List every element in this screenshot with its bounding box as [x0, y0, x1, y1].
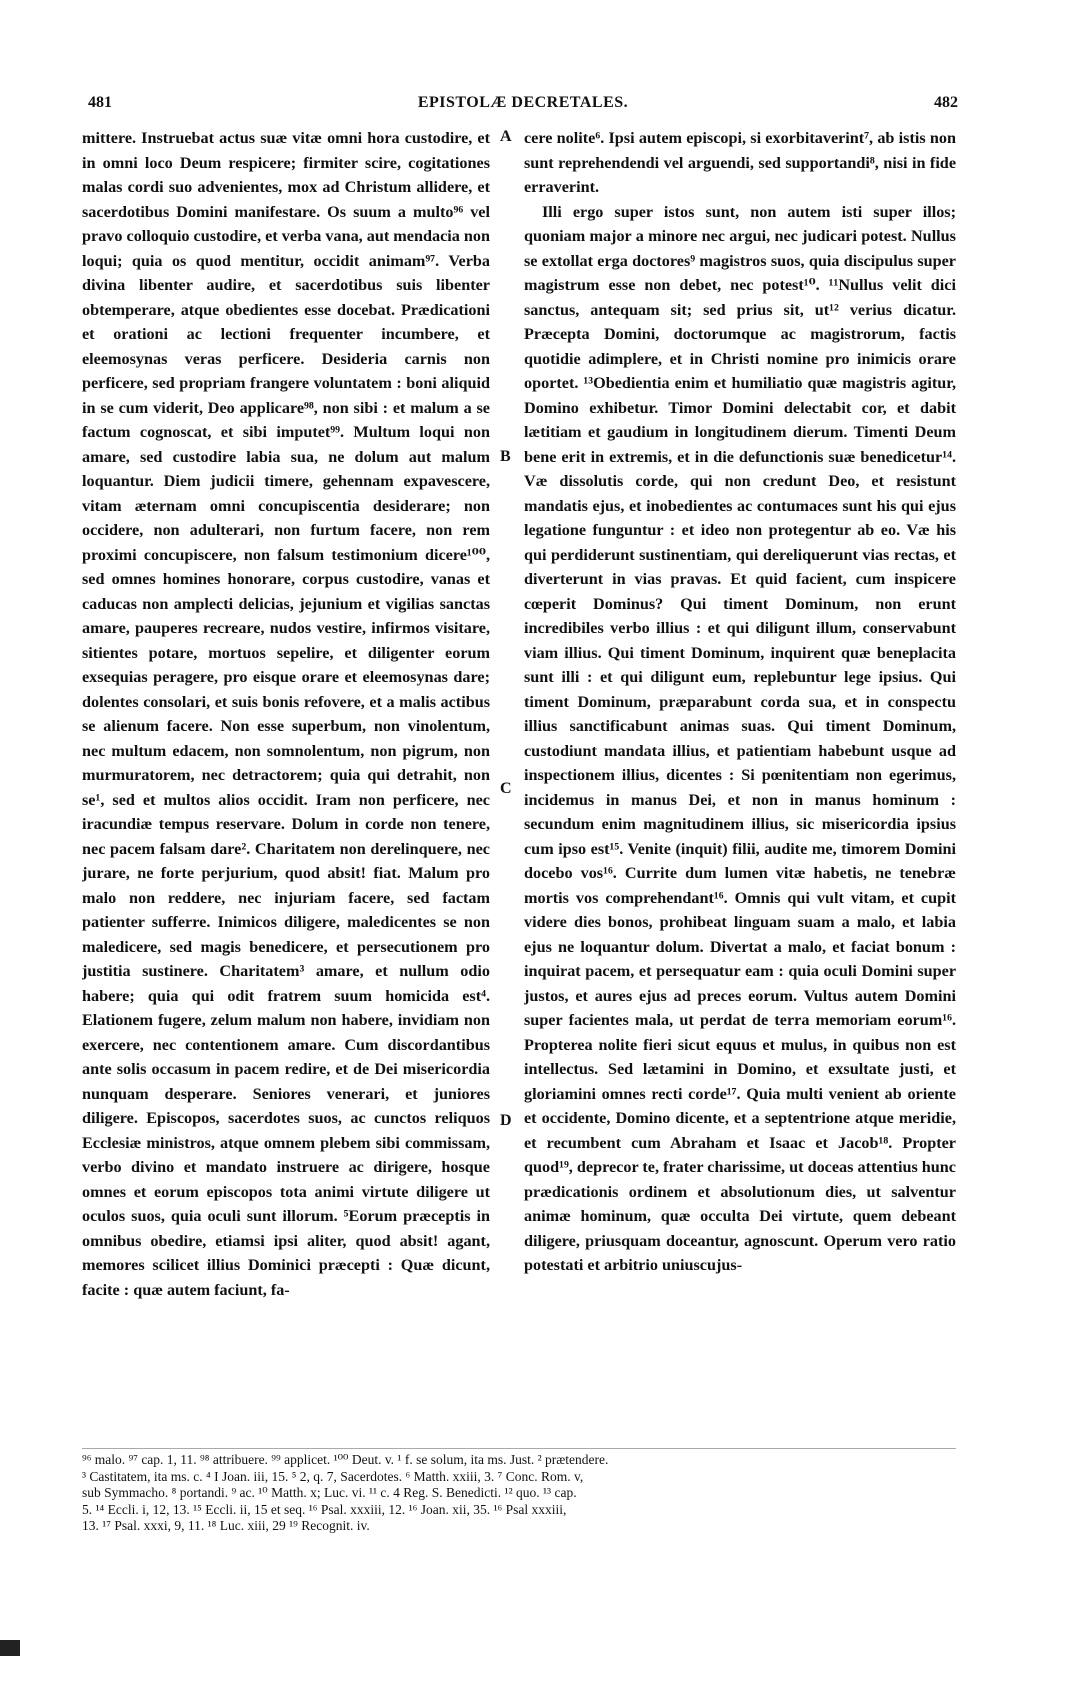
footnote-line: ³ Castitatem, ita ms. c. ⁴ I Joan. iii, 15. ⁵ 2, q. 7, Sacerdotes. ⁶ Matth. xxiii, 3. ⁷ Conc. Rom. v, — [82, 1468, 584, 1484]
right-column — [524, 126, 956, 1444]
footnote-line: 5. ¹⁴ Eccli. i, 12, 13. ¹⁵ Eccli. ii, 15 et seq. ¹⁶ Psal. xxxiii, 12. ¹⁶ Joan. xii, 35. ¹⁶ Psal xxxiii, — [82, 1501, 567, 1517]
scan-edge-mark — [0, 1640, 20, 1656]
footnote-line: sub Symmacho. ⁸ portandi. ⁹ ac. ¹⁰ Matth. x; Luc. vi. ¹¹ c. 4 Reg. S. Benedicti. ¹² quo. ¹³ cap. — [82, 1485, 577, 1500]
right-paragraph-1: cere nolite⁶. Ipsi autem episcopi, si exorbitaverint⁷, ab istis non sunt reprehendendi vel arguendi, sed supportandi⁸, nisi in fide erraverint. — [524, 129, 956, 196]
page-header — [88, 94, 958, 122]
footnote-line: 13. ¹⁷ Psal. xxxi, 9, 11. ¹⁸ Luc. xiii, 29 ¹⁹ Recognit. iv. — [82, 1518, 370, 1533]
margin-marker-c: C — [500, 780, 512, 797]
left-paragraph: mittere. Instruebat actus suæ vitæ omni hora custodire, et in omni loco Deum respicere; firmiter scire, cogitationes malas cordi suo advenientes, mox ad Christum allidere, et sacerdotibus Domini manifestare. Os suum a multo⁹⁶ vel pravo colloquio custodire, et verba vana, aut mendacia non loqui; quia os quod mentitur, occidit animam⁹⁷. Verba divina libenter audire, et sacerdotibus suis libenter obtemperare, atque obedientes esse docebat. Prædicationi et orationi ac lectioni frequenter incumbere, et eleemosynas veras perficere. Desideria carnis non perficere, sed propriam frangere voluntatem : boni aliquid in se cum viderit, Deo applicare⁹⁸, non sibi : et malum a se factum cognoscat, et sibi imputet⁹⁹. Multum loqui non amare, sed custodire labia sua, ne dolum aut malum loquantur. Diem judicii timere, gehennam expavescere, vitam æternam omni concupiscentia desiderare; non occidere, non adulterari, non furtum facere, non rem proximi concupiscere, non falsum testimonium dicere¹⁰⁰, sed omnes homines honorare, corpus custodire, vanas et caducas non amplecti delicias, jejunium et vigilias sanctas amare, pauperes recreare, nudos vestire, infirmos visitare, sitientes potare, mortuos sepelire, et diligenter eorum exsequias peragere, pro eisque orare et eleemosynas dare; dolentes consolari, et suis bonis refovere, et a malis actibus se alienum facere. Non esse superbum, non vinolentum, nec multum edacem, non somnolentum, non pigrum, non murmuratorem, nec detractorem; quia qui detrahit, non se¹, sed et multos alios occidit. Iram non perficere, nec iracundiæ tempus reservare. Dolum in corde non tenere, nec pacem falsam dare². Charitatem non derelinquere, nec jurare, ne forte perjurium, quod absit! fiat. Malum pro malo non reddere, nec injuriam facere, sed factam patienter sufferre. Inimicos diligere, maledicentes se non maledicere, sed magis benedicere, et persecutionem pro justitia sustinere. Charitatem³ amare, et nullum odio habere; quia qui odit fratrem suum homicida est⁴. Elationem fugere, zelum malum non habere, invidiam non exercere, nec contentionem amare. Cum discordantibus ante solis occasum in pacem redire, et de Dei misericordia nunquam desperare. Seniores venerari, et juniores diligere. Episcopos, sacerdotes suos, ac cunctos reliquos Ecclesiæ ministros, atque omnem plebem sibi commissam, verbo divino et mandato instruere ac dirigere, hosque omnes et eorum episcopos tota animi virtute diligere ut oculos suos, quia oculi sunt illorum. ⁵Eorum præceptis in omnibus obedire, etiamsi ipsi aliter, quod absit! agant, memores scilicet illius Dominici præcepti : Quæ dicunt, facite : quæ autem faciunt, fa- — [82, 129, 490, 1299]
left-column — [82, 126, 490, 1444]
margin-marker-b: B — [500, 448, 511, 465]
margin-marker-d: D — [500, 1112, 512, 1129]
footnotes — [82, 1452, 956, 1582]
margin-marker-a: A — [500, 128, 512, 145]
right-paragraph-2: Illi ergo super istos sunt, non autem isti super illos; quoniam major a minore nec argui, nec judicari potest. Nullus se extollat erga doctores⁹ magistros suos, quia discipulus super magistrum esse non debet, nec potest¹⁰. ¹¹Nullus velit dici sanctus, antequam sit; sed prius sit, ut¹² verius dicatur. Præcepta Domini, doctorumque ac magistrorum, factis quotidie adimplere, et in Christi nomine pro inimicis orare oportet. ¹³Obedientia enim et humiliatio quæ magistris agitur, Domino exhibetur. Timor Domini delectabit cor, et dabit lætitiam et gaudium in longitudinem dierum. Timenti Deum bene erit in extremis, et in die defunctionis suæ benedicetur¹⁴. Væ dissolutis corde, qui non credunt Deo, et resistunt mandatis ejus, et inobedientes ac contumaces sunt his qui ejus legatione funguntur : et ideo non protegentur ab eo. Væ his qui perdiderunt sustinentiam, qui dereliquerunt vias rectas, et diverterunt in vias pravas. Et quid facient, cum inspicere cœperit Dominus? Qui timent Dominum, non erunt incredibiles verbo illius : et qui diligunt illum, conservabunt viam illius. Qui timent Dominum, inquirent quæ beneplacita sunt illi : et qui diligunt eum, replebuntur lege ipsius. Qui timent Dominum, præparabunt corda sua, et in conspectu illius sanctificabunt animas suas. Qui timent Dominum, custodiunt mandata illius, et patientiam habebunt usque ad inspectionem illius, dicentes : Si pœnitentiam non egerimus, incidemus in manus Dei, et non in manus hominum : secundum enim magnitudinem illius, sic misericordia ipsius cum ipso est¹⁵. Venite (inquit) filii, audite me, timorem Domini docebo vos¹⁶. Currite dum lumen vitæ habetis, ne tenebræ mortis vos comprehendant¹⁶. Omnis qui vult vitam, et cupit videre dies bonos, prohibeat linguam suam a malo, et labia ejus ne loquantur dolum. Divertat a malo, et faciat bonum : inquirat pacem, et persequatur eam : quia oculi Domini super justos, et aures ejus ad preces eorum. Vultus autem Domini super facientes mala, ut perdat de terra memoriam eorum¹⁶. Propterea nolite fieri sicut equus et mulus, in quibus non est intellectus. Sed lætamini in Domino, et exsultate justi, et gloriamini omnes recti corde¹⁷. Quia multi venient ab oriente et occidente, Domino dicente, et a septentrione atque meridie, et recumbent cum Abraham et Isaac et Jacob¹⁸. Propter quod¹⁹, deprecor te, frater charissime, ut doceas attentius hunc prædicationis ordinem et absolutionum dies, ut salventur animæ hominum, quæ occulta Dei virtute, quem debeant diligere, priusquam doceantur, agnoscunt. Operum vero ratio potestati et arbitrio uniuscujus- — [524, 202, 956, 1274]
page-number-right: 482 — [934, 94, 958, 111]
page-number-left: 481 — [88, 94, 112, 111]
footnote-divider — [82, 1448, 956, 1449]
running-title: EPISTOLÆ DECRETALES. — [417, 94, 629, 111]
footnote-line: ⁹⁶ malo. ⁹⁷ cap. 1, 11. ⁹⁸ attribuere. ⁹⁹ applicet. ¹⁰⁰ Deut. v. ¹ f. se solum, ita ms. Just. ² prætendere. — [82, 1452, 609, 1467]
